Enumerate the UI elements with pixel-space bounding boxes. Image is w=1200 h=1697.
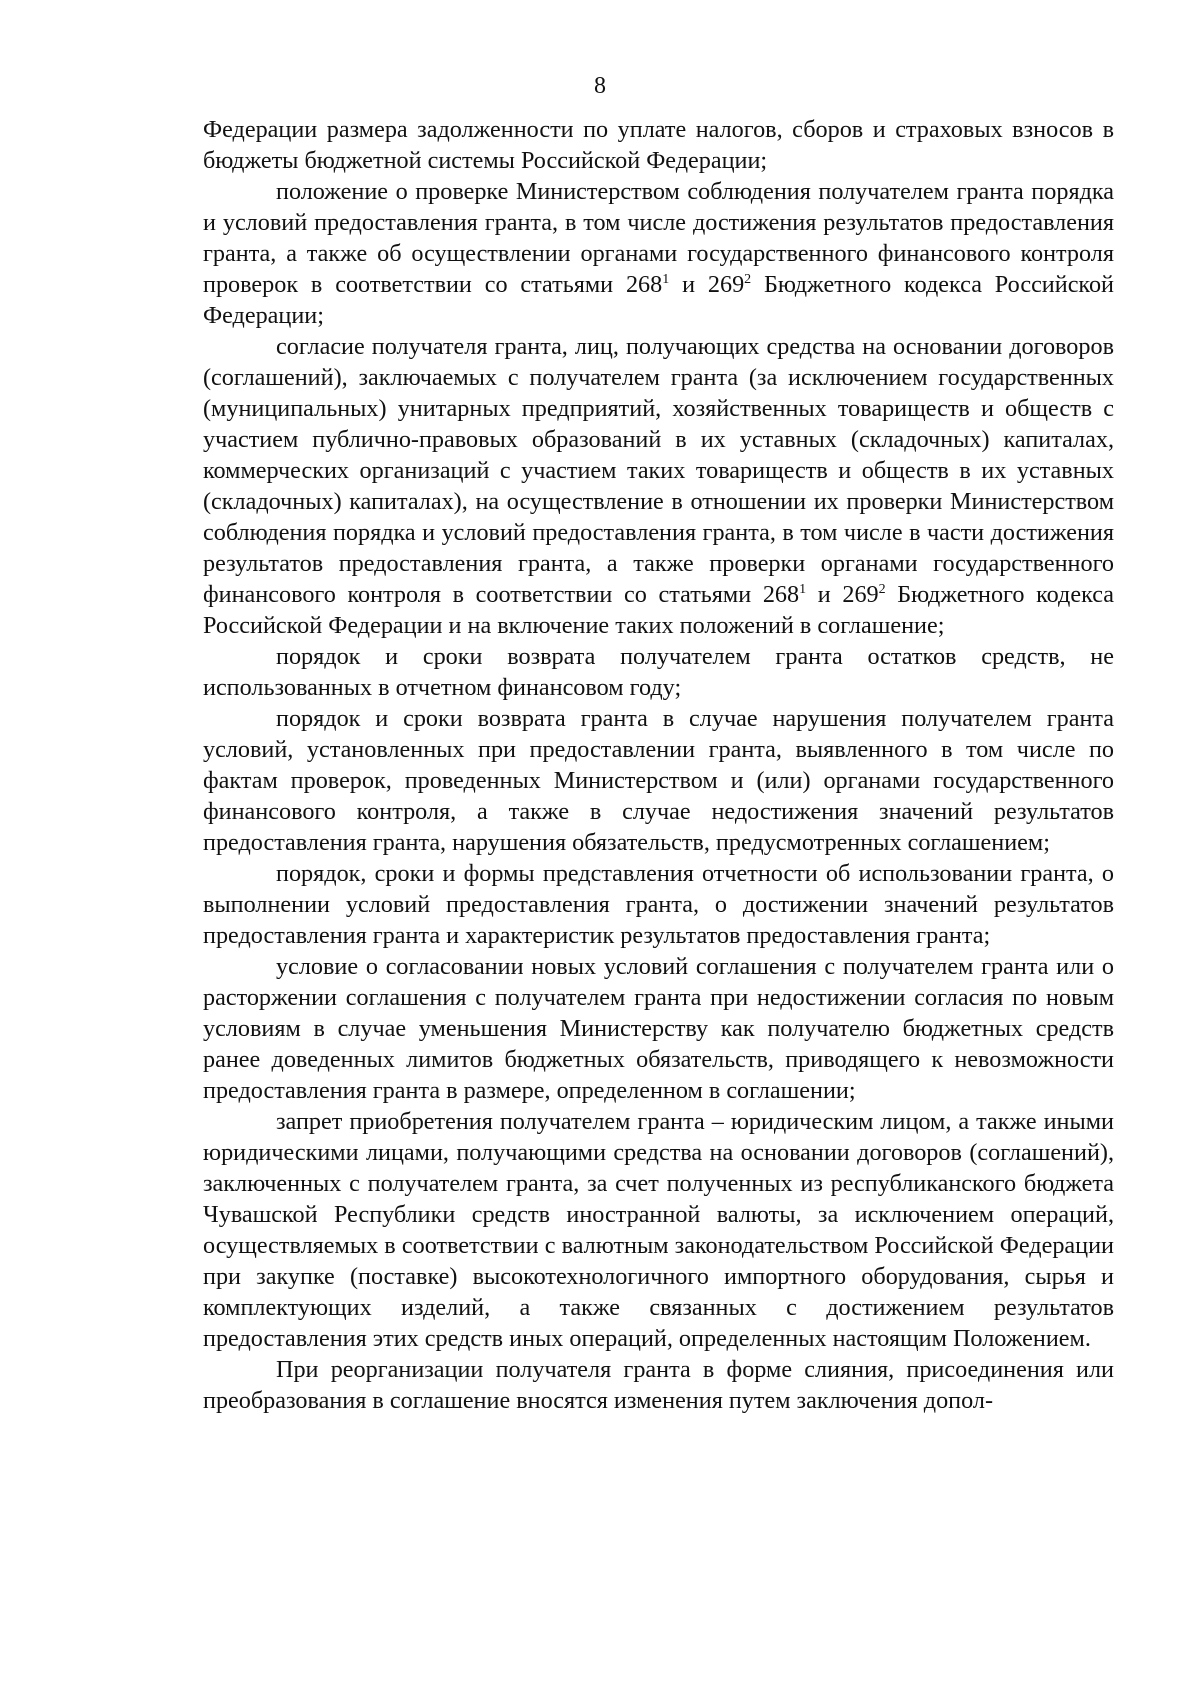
paragraph-3-text-c: Бюджетного кодекса Российской Федерации и на включение таких положений в соглашение;: [203, 581, 1114, 639]
page-number: 8: [594, 73, 606, 99]
document-body: [203, 114, 1114, 1416]
paragraph-6: порядок, сроки и формы представления отчетности об использовании гранта, о выполнении условий предоставления гранта, о достижении значений результатов предоставления гранта и характеристик результатов предоставления гранта;: [203, 860, 1114, 949]
paragraph-9: При реорганизации получателя гранта в форме слияния, присоединения или преобразования в соглашение вносятся изменения путем заключения допол-: [203, 1356, 1114, 1414]
paragraph-1: Федерации размера задолженности по уплате налогов, сборов и страховых взносов в бюджеты бюджетной системы Российской Федерации;: [203, 116, 1114, 174]
paragraph-5: порядок и сроки возврата гранта в случае нарушения получателем гранта условий, установленных при предоставлении гранта, выявленного в том числе по фактам проверок, проведенных Министерством и (или) органами государственного финансового контроля, а также в случае недостижения значений результатов предоставления гранта, нарушения обязательств, предусмотренных соглашением;: [203, 705, 1114, 856]
superscript-2: 2: [744, 272, 752, 287]
paragraph-3-text-a: согласие получателя гранта, лиц, получающих средства на основании договоров (соглашений), заключаемых с получателем гранта (за исключением государственных (муниципальных) унитарных предприятий, хозяйственных товариществ и обществ с участием публично-правовых образований в их уставных (складочных) капиталах, коммерческих организаций с участием таких товариществ и обществ в их уставных (складочных) капиталах), на осуществление в отношении их проверки Министерством соблюдения порядка и условий предоставления гранта, в том числе в части достижения результатов предоставления гранта, а также проверки органами государственного финансового контроля в соответствии со статьями 268: [203, 333, 1114, 608]
paragraph-3: [203, 331, 1114, 641]
superscript-4: 2: [878, 582, 886, 597]
paragraph-2-text-b: и 269: [669, 271, 745, 298]
paragraph-3-text-b: и 269: [806, 581, 879, 608]
paragraph-2-text-a: положение о проверке Министерством соблюдения получателем гранта порядка и условий предоставления гранта, в том числе достижения результатов предоставления гранта, а также об осуществлении органами государственного финансового контроля проверок в соответствии со статьями 268: [203, 178, 1114, 298]
paragraph-4: порядок и сроки возврата получателем гранта остатков средств, не использованных в отчетном финансовом году;: [203, 643, 1114, 701]
paragraph-7: условие о согласовании новых условий соглашения с получателем гранта или о расторжении соглашения с получателем гранта при недостижении согласия по новым условиям в случае уменьшения Министерству как получателю бюджетных средств ранее доведенных лимитов бюджетных обязательств, приводящего к невозможности предоставления гранта в размере, определенном в соглашении;: [203, 953, 1114, 1104]
superscript-1: 1: [662, 272, 670, 287]
paragraph-2: [203, 176, 1114, 331]
superscript-3: 1: [799, 582, 807, 597]
paragraph-8: запрет приобретения получателем гранта – юридическим лицом, а также иными юридическими лицами, получающими средства на основании договоров (соглашений), заключенных с получателем гранта, за счет полученных из республиканского бюджета Чувашской Республики средств иностранной валюты, за исключением операций, осуществляемых в соответствии с валютным законодательством Российской Федерации при закупке (поставке) высокотехнологичного импортного оборудования, сырья и комплектующих изделий, а также связанных с достижением результатов предоставления этих средств иных операций, определенных настоящим Положением.: [203, 1108, 1114, 1352]
paragraph-2-text-c: Бюджетного кодекса Российской Федерации;: [203, 271, 1114, 329]
